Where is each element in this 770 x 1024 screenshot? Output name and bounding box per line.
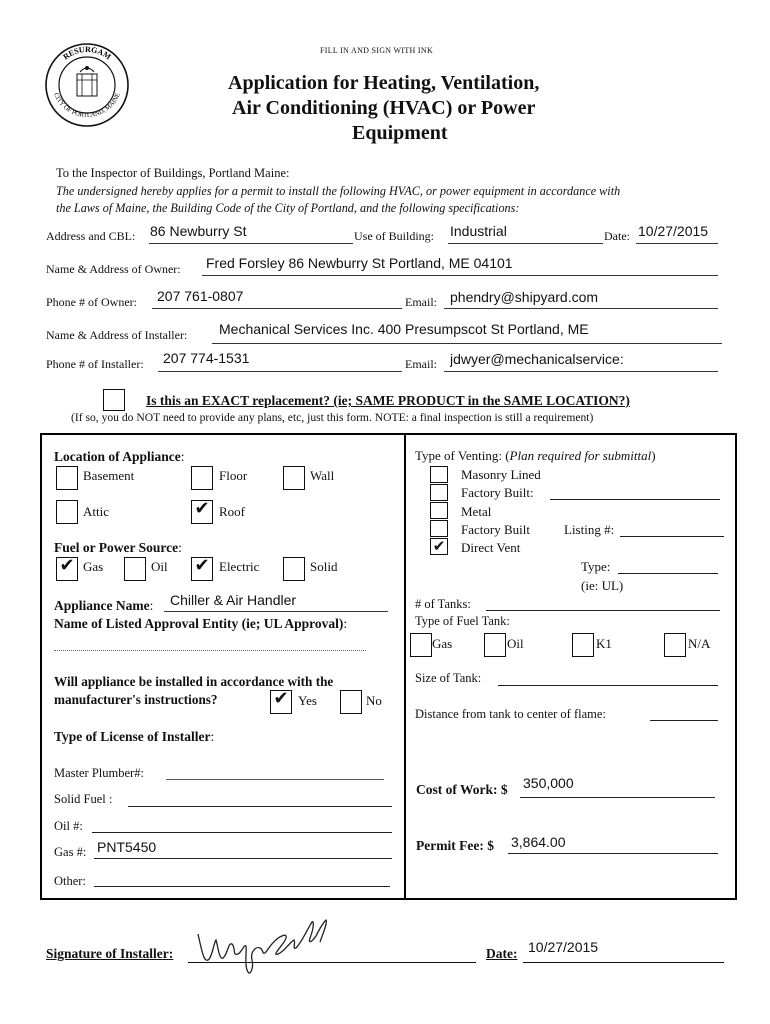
listed-entity-field[interactable] [54, 650, 366, 651]
address-field[interactable]: 86 Newburry St [150, 223, 247, 239]
gas-license-field[interactable]: PNT5450 [97, 839, 157, 855]
solid-fuel-label: Solid Fuel : [54, 792, 113, 806]
cost-of-work-line [520, 797, 715, 798]
distance-label: Distance from tank to center of flame: [415, 707, 606, 721]
venting-direct-vent-label: Direct Vent [461, 540, 521, 555]
fuel-electric-label: Electric [219, 559, 260, 574]
tank-k1-checkbox[interactable] [572, 633, 594, 657]
footer-date-label: Date: [486, 946, 518, 961]
location-floor-label: Floor [219, 468, 248, 483]
tanks-field[interactable] [486, 610, 720, 611]
venting-direct-vent-checkbox[interactable] [430, 538, 448, 555]
owner-email-field[interactable]: phendry@shipyard.com [450, 289, 599, 305]
specifications-box [40, 433, 737, 900]
listed-entity-label: Name of Listed Approval Entity (ie; UL Approval): [54, 616, 348, 631]
exact-replacement-checkbox[interactable] [103, 389, 125, 411]
intro-to-line: To the Inspector of Buildings, Portland Maine: [56, 166, 290, 180]
exact-replacement-note: (If so, you do NOT need to provide any plans, etc, just this form. NOTE: a final inspection is still a requirement) [71, 411, 594, 424]
venting-masonry-checkbox[interactable] [430, 466, 448, 483]
listing-label: Listing #: [564, 522, 615, 537]
tank-gas-label: Gas [432, 636, 453, 651]
location-wall-checkbox[interactable] [283, 466, 305, 490]
master-plumber-label: Master Plumber#: [54, 766, 144, 780]
check-mark-icon: ✔ [194, 498, 210, 519]
location-heading: Location of Appliance: [54, 449, 185, 464]
tank-k1-label: K1 [596, 636, 612, 651]
appliance-name-field[interactable]: Chiller & Air Handler [170, 592, 297, 608]
tank-size-label: Size of Tank: [415, 671, 482, 685]
permit-fee-field[interactable]: 3,864.00 [511, 834, 566, 850]
listing-field[interactable] [620, 536, 724, 537]
tank-size-field[interactable] [498, 685, 718, 686]
installer-phone-field[interactable]: 207 774-1531 [163, 350, 250, 366]
check-mark-icon: ✔ [432, 537, 446, 555]
distance-field[interactable] [650, 720, 718, 721]
fuel-solid-label: Solid [310, 559, 338, 574]
venting-metal-label: Metal [461, 504, 492, 519]
installer-label: Name & Address of Installer: [46, 328, 188, 342]
check-mark-icon: ✔ [194, 555, 210, 576]
fuel-gas-checkbox[interactable] [56, 557, 78, 581]
permit-fee-label: Permit Fee: $ [416, 838, 494, 853]
installer-phone-label: Phone # of Installer: [46, 357, 144, 371]
permit-fee-line [508, 853, 718, 854]
seal-text-bottom: CITY OF PORTLAND, MAINE [52, 91, 122, 120]
form-title-line-1: Application for Heating, Ventilation, [228, 72, 540, 94]
intro-body-line-1: The undersigned hereby applies for a permit to install the following HVAC, or power equipment in accordance with [56, 184, 621, 198]
type-field[interactable] [618, 573, 718, 574]
installer-email-label: Email: [405, 357, 437, 371]
venting-factory-built-2-checkbox[interactable] [430, 520, 448, 537]
tank-oil-checkbox[interactable] [484, 633, 506, 657]
use-of-building-field[interactable]: Industrial [450, 223, 507, 239]
instruction-text: FILL IN AND SIGN WITH INK [320, 46, 434, 55]
location-basement-checkbox[interactable] [56, 466, 78, 490]
venting-factory-built-1-checkbox[interactable] [430, 484, 448, 501]
venting-factory-built-1-field[interactable] [550, 499, 720, 500]
city-seal-icon [44, 42, 130, 128]
owner-phone-label: Phone # of Owner: [46, 295, 137, 309]
tank-gas-checkbox[interactable] [410, 633, 432, 657]
installer-email-field[interactable]: jdwyer@mechanicalservice: [450, 351, 624, 367]
signature-field[interactable] [192, 912, 332, 982]
fuel-heading: Fuel or Power Source: [54, 540, 182, 555]
tank-na-label: N/A [688, 636, 711, 651]
ul-note: (ie: UL) [581, 578, 624, 593]
venting-masonry-label: Masonry Lined [461, 467, 541, 482]
venting-factory-built-2-label: Factory Built [461, 522, 530, 537]
location-attic-checkbox[interactable] [56, 500, 78, 524]
appliance-name-label: Appliance Name: [54, 598, 154, 613]
oil-license-label: Oil #: [54, 819, 83, 833]
fuel-oil-checkbox[interactable] [124, 557, 146, 581]
fuel-oil-label: Oil [151, 559, 168, 574]
cost-of-work-label: Cost of Work: $ [416, 782, 508, 797]
footer-date-field[interactable]: 10/27/2015 [528, 939, 599, 955]
manufacturer-question-line-1: Will appliance be installed in accordance with the [54, 674, 334, 689]
owner-email-label: Email: [405, 295, 437, 309]
location-roof-checkbox[interactable] [191, 500, 213, 524]
fuel-tank-label: Type of Fuel Tank: [415, 614, 510, 628]
use-of-building-label: Use of Building: [354, 229, 434, 243]
other-license-field[interactable] [94, 886, 390, 887]
manufacturer-no-label: No [366, 693, 382, 708]
specifications-divider [404, 434, 406, 899]
type-label: Type: [581, 559, 611, 574]
exact-replacement-question: Is this an EXACT replacement? (ie; SAME PRODUCT in the SAME LOCATION?) [146, 393, 630, 408]
gas-license-line [94, 858, 392, 859]
location-roof-label: Roof [219, 504, 245, 519]
location-wall-label: Wall [310, 468, 335, 483]
owner-phone-field[interactable]: 207 761-0807 [157, 288, 244, 304]
solid-fuel-field[interactable] [128, 806, 392, 807]
installer-field[interactable]: Mechanical Services Inc. 400 Presumpscot St Portland, ME [219, 321, 589, 337]
location-basement-label: Basement [83, 468, 135, 483]
fuel-electric-checkbox[interactable] [191, 557, 213, 581]
signature-label: Signature of Installer: [46, 946, 174, 961]
form-title-line-2: Air Conditioning (HVAC) or Power [232, 97, 536, 119]
cost-of-work-field[interactable]: 350,000 [523, 775, 574, 791]
tanks-label: # of Tanks: [415, 597, 471, 611]
manufacturer-yes-checkbox[interactable] [270, 690, 292, 714]
date-field[interactable]: 10/27/2015 [638, 223, 709, 239]
address-label: Address and CBL: [46, 229, 136, 243]
fuel-solid-checkbox[interactable] [283, 557, 305, 581]
intro-body-line-2: the Laws of Maine, the Building Code of the City of Portland, and the following specifications: [56, 201, 520, 215]
master-plumber-field[interactable] [166, 779, 384, 780]
oil-license-field[interactable] [92, 832, 392, 833]
venting-factory-built-1-label: Factory Built: [461, 485, 534, 500]
venting-heading: Type of Venting: (Plan required for submittal) [415, 448, 656, 463]
manufacturer-question-line-2: manufacturer's instructions? [54, 692, 218, 707]
tank-na-checkbox[interactable] [664, 633, 686, 657]
fuel-gas-label: Gas [83, 559, 104, 574]
location-floor-checkbox[interactable] [191, 466, 213, 490]
check-mark-icon: ✔ [273, 688, 289, 709]
manufacturer-yes-label: Yes [298, 693, 317, 708]
form-title-line-3: Equipment [352, 122, 448, 144]
tank-oil-label: Oil [507, 636, 524, 651]
date-label: Date: [604, 229, 630, 243]
owner-field[interactable]: Fred Forsley 86 Newburry St Portland, ME 04101 [206, 255, 513, 271]
manufacturer-no-checkbox[interactable] [340, 690, 362, 714]
owner-label: Name & Address of Owner: [46, 262, 181, 276]
footer-date-line [523, 962, 724, 963]
seal-text-top: RESURGAM [61, 44, 113, 62]
location-attic-label: Attic [83, 504, 109, 519]
venting-metal-checkbox[interactable] [430, 502, 448, 519]
other-license-label: Other: [54, 874, 86, 888]
gas-license-label: Gas #: [54, 845, 87, 859]
check-mark-icon: ✔ [59, 555, 75, 576]
license-heading: Type of License of Installer: [54, 729, 215, 744]
